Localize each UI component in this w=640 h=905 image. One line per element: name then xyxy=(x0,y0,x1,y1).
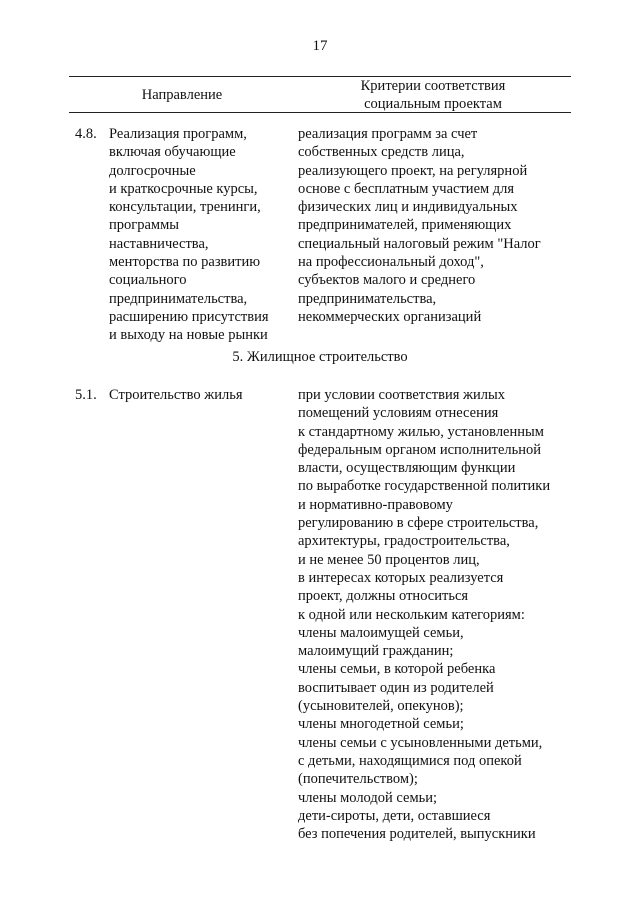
direction-line: расширению присутствия xyxy=(109,308,269,325)
criteria-line: власти, осуществляющим функции xyxy=(298,460,516,477)
criteria-line: федеральным органом исполнительной xyxy=(298,441,541,458)
criteria-line: члены молодой семьи; xyxy=(298,789,438,806)
criteria-line: на профессиональный доход", xyxy=(298,254,484,271)
direction-line: и краткосрочные курсы, xyxy=(109,180,258,197)
criteria-line: в интересах которых реализуется xyxy=(298,569,504,586)
table-header-direction: Направление xyxy=(141,87,223,103)
criteria-line: по выработке государственной политики xyxy=(298,478,551,495)
criteria-line: и не менее 50 процентов лиц, xyxy=(298,551,480,568)
criteria-line: предпринимательства, xyxy=(298,290,437,307)
table-header-bottom-rule xyxy=(69,112,571,113)
direction-line: долгосрочные xyxy=(109,162,196,179)
criteria-line: собственных средств лица, xyxy=(298,144,465,161)
row-criteria-cell xyxy=(298,125,570,326)
table-header-criteria xyxy=(295,77,571,113)
direction-line: менторства по развитию xyxy=(109,254,261,271)
row-direction-cell xyxy=(109,125,289,345)
criteria-line: с детьми, находящимися под опекой xyxy=(298,752,522,769)
direction-line: включая обучающие xyxy=(109,144,236,161)
criteria-line: члены семьи, в которой ребенка xyxy=(298,661,496,678)
criteria-line: члены малоимущей семьи, xyxy=(298,624,464,641)
criteria-line: специальный налоговый режим "Налог xyxy=(298,235,541,252)
criteria-line: члены многодетной семьи; xyxy=(298,716,464,733)
criteria-line: к стандартному жилью, установленным xyxy=(298,423,544,440)
criteria-line: малоимущий гражданин; xyxy=(298,643,454,660)
table-header-criteria-line: социальным проектам xyxy=(364,96,502,112)
table-header-criteria-line: Критерии соответствия xyxy=(360,78,506,94)
criteria-line: помещений условиям отнесения xyxy=(298,405,499,422)
criteria-line: дети-сироты, дети, оставшиеся xyxy=(298,807,491,824)
direction-line: программы xyxy=(109,217,179,234)
criteria-line: и нормативно-правовому xyxy=(298,496,453,513)
direction-line: и выходу на новые рынки xyxy=(109,327,268,344)
section-heading: 5. Жилищное строительство xyxy=(232,349,408,365)
criteria-line: реализующего проект, на регулярной xyxy=(298,162,528,179)
direction-line: социального xyxy=(109,272,187,289)
criteria-line: архитектуры, градостроительства, xyxy=(298,533,510,550)
direction-line: Реализация программ, xyxy=(109,126,247,142)
direction-line: предпринимательства, xyxy=(109,290,248,307)
criteria-line: регулированию в сфере строительства, xyxy=(298,515,539,532)
row-direction-cell xyxy=(109,386,289,404)
criteria-line: к одной или нескольким категориям: xyxy=(298,606,525,623)
criteria-line: субъектов малого и среднего xyxy=(298,272,476,289)
criteria-line: члены семьи с усыновленными детьми, xyxy=(298,734,543,751)
criteria-line: реализация программ за счет xyxy=(298,126,478,142)
criteria-line: при условии соответствия жилых xyxy=(298,387,506,403)
criteria-line: (попечительством); xyxy=(298,771,418,788)
criteria-line: проект, должны относиться xyxy=(298,588,469,605)
criteria-line: предпринимателей, применяющих xyxy=(298,217,512,234)
direction-line: Строительство жилья xyxy=(109,387,243,403)
row-number: 5.1. xyxy=(75,387,97,403)
criteria-line: основе с бесплатным участием для xyxy=(298,180,515,197)
row-criteria-cell xyxy=(298,386,570,843)
page-number: 17 xyxy=(312,38,328,54)
criteria-line: воспитывает один из родителей xyxy=(298,679,494,696)
criteria-line: без попечения родителей, выпускники xyxy=(298,826,536,843)
direction-line: консультации, тренинги, xyxy=(109,199,261,216)
direction-line: наставничества, xyxy=(109,235,209,252)
row-number: 4.8. xyxy=(75,126,97,142)
criteria-line: некоммерческих организаций xyxy=(298,308,482,325)
criteria-line: физических лиц и индивидуальных xyxy=(298,199,518,216)
criteria-line: (усыновителей, опекунов); xyxy=(298,698,464,715)
